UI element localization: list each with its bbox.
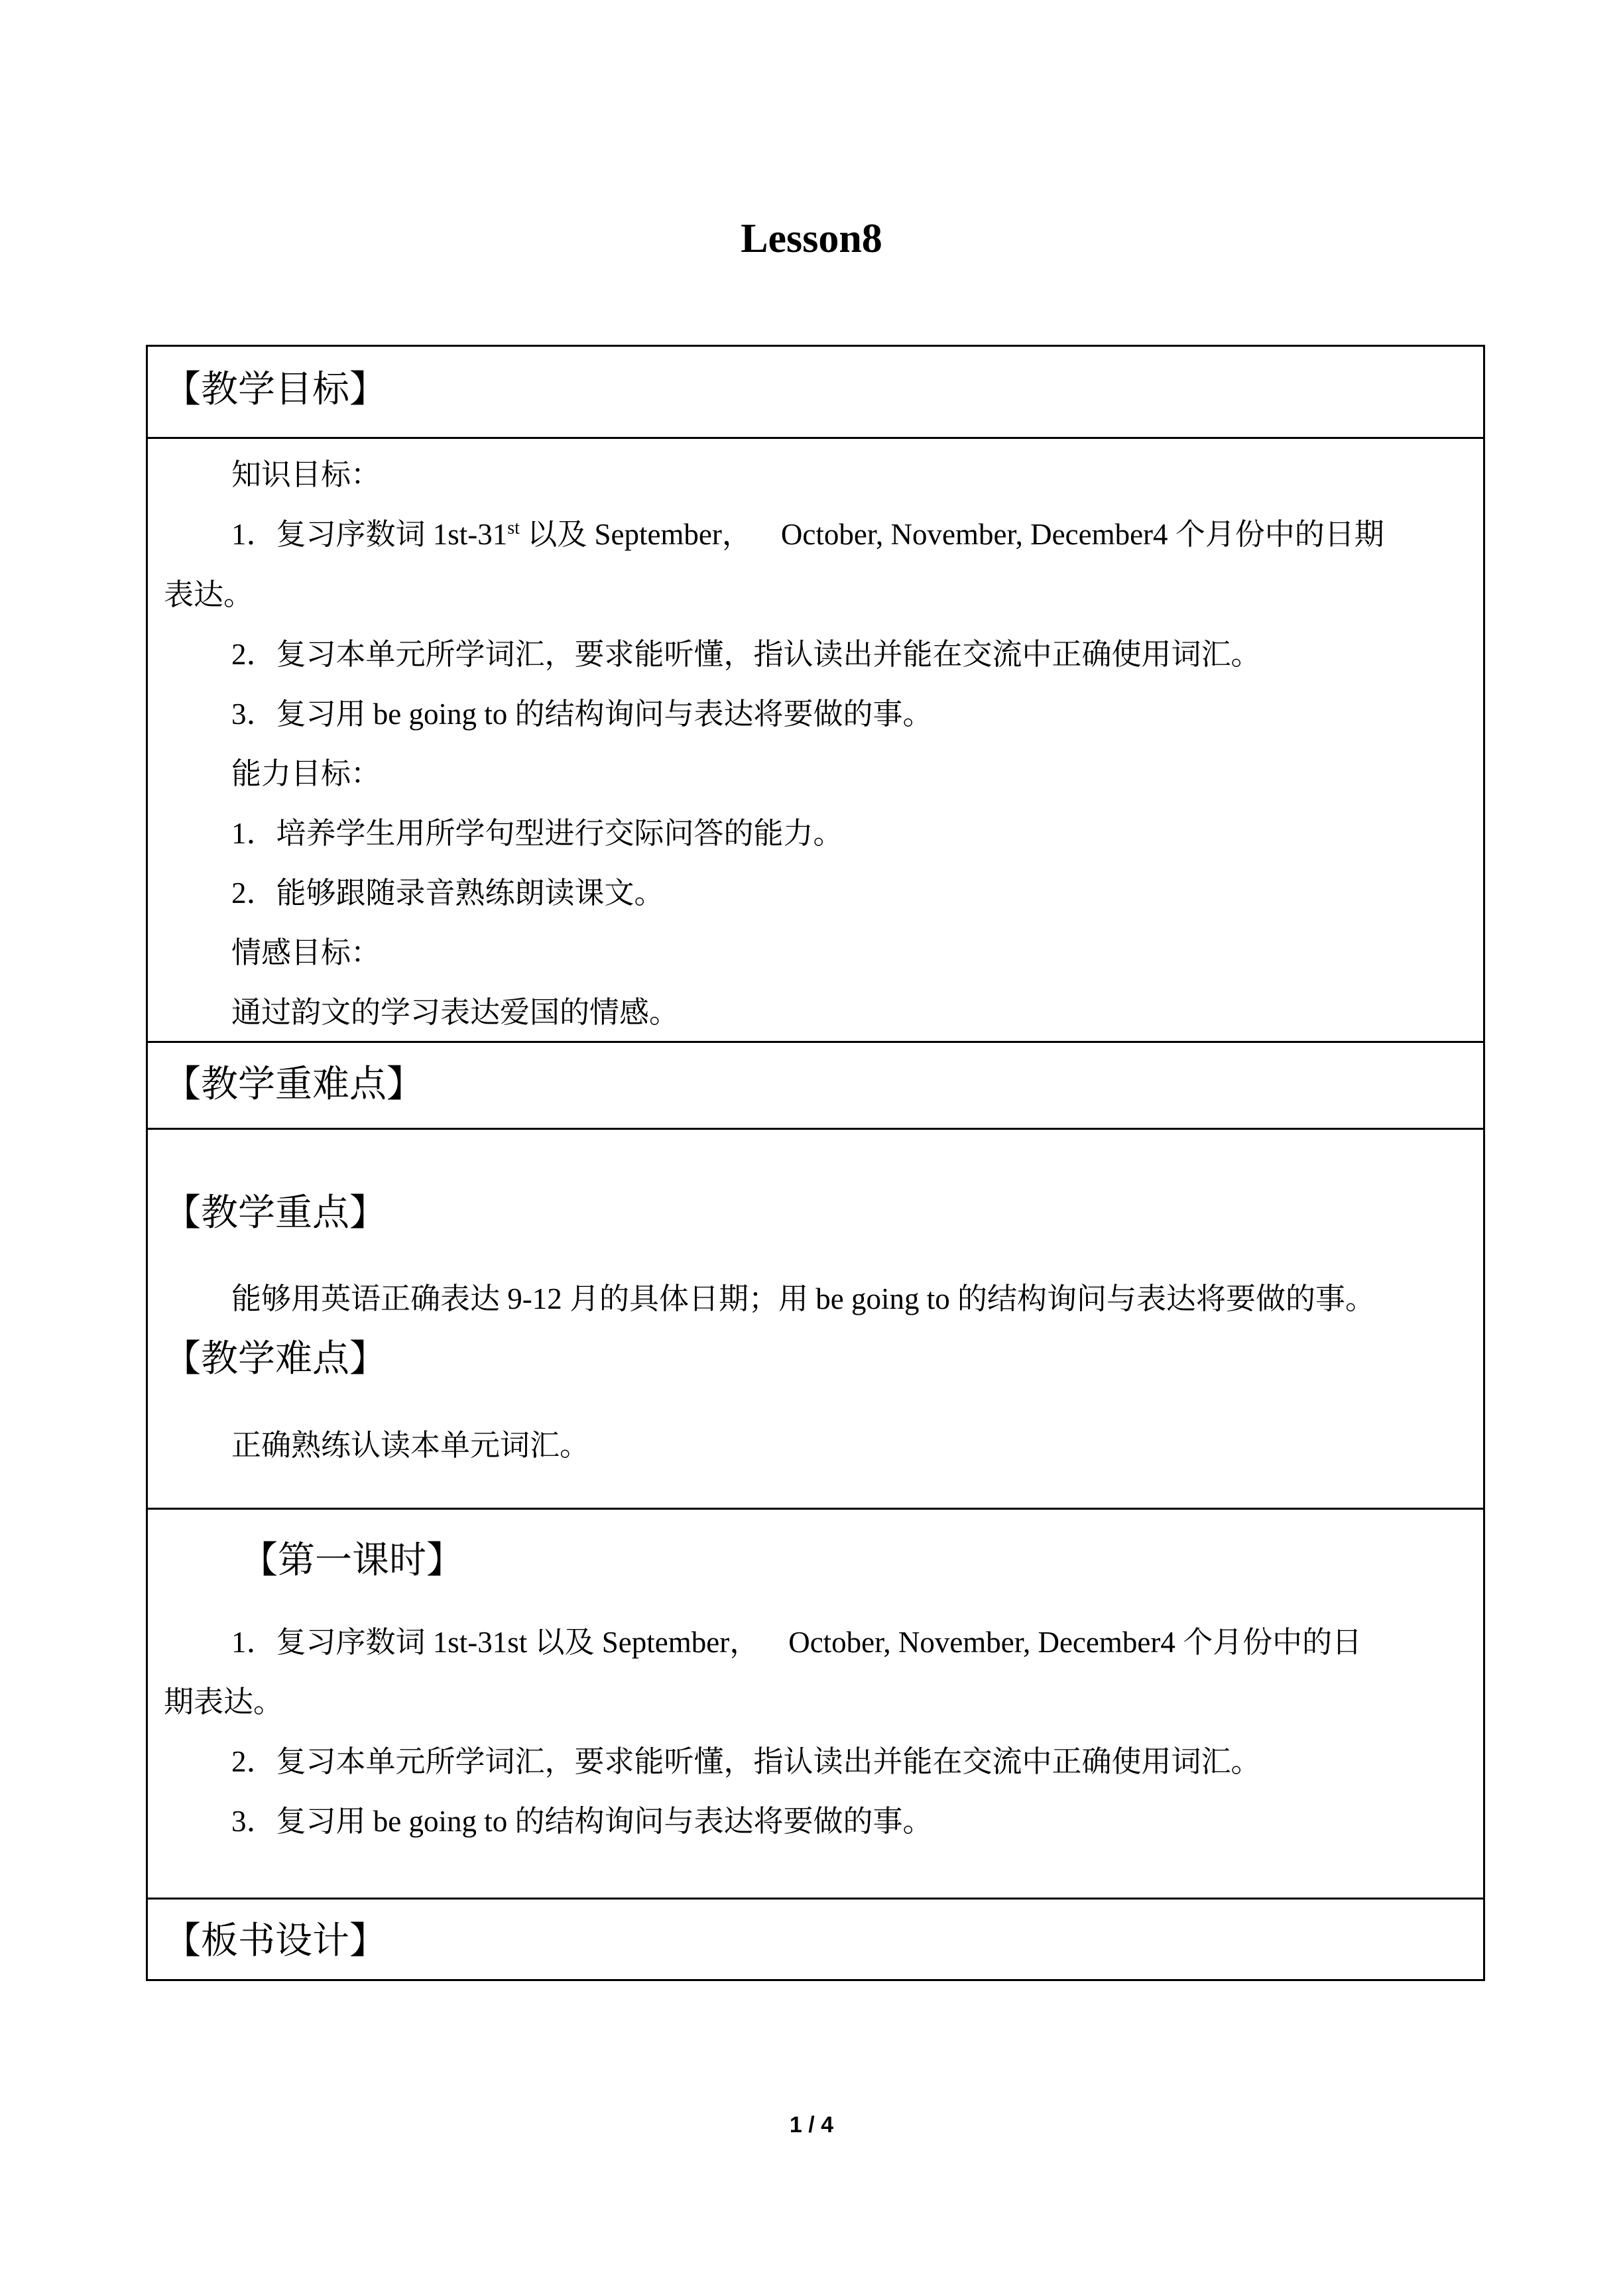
objectives-header-row	[148, 347, 1483, 437]
key-difficult-content-row	[148, 1128, 1483, 1508]
lesson1-item-2: 2．复习本单元所学词汇，要求能听懂，指认读出并能在交流中正确使用词汇。	[231, 1745, 1261, 1778]
knowledge-objective-1	[231, 514, 1384, 554]
knowledge-objective-2: 2．复习本单元所学词汇，要求能听懂，指认读出并能在交流中正确使用词汇。	[231, 638, 1261, 671]
page-number: 1 / 4	[789, 2112, 834, 2138]
key-points-header: 【教学重点】	[164, 1193, 387, 1234]
key-difficult-header-row	[148, 1041, 1483, 1128]
key-difficult-header: 【教学重难点】	[164, 1064, 424, 1105]
board-design-header: 【板书设计】	[164, 1921, 387, 1962]
lesson1-item-1	[231, 1622, 1362, 1662]
knowledge-objective-1-continued: 表达。	[164, 578, 254, 611]
difficult-points-header: 【教学难点】	[164, 1339, 387, 1380]
knowledge-objectives-label: 知识目标：	[231, 458, 381, 491]
emotion-objective-1: 通过韵文的学习表达爱国的情感。	[231, 996, 680, 1029]
objectives-header: 【教学目标】	[164, 369, 387, 410]
ability-objective-1: 1．培养学生用所学句型进行交际问答的能力。	[231, 817, 843, 850]
first-lesson-row	[148, 1508, 1483, 1898]
lesson1-item-1-text: 1．复习序数词 1st-31st 以及 September，	[231, 1626, 760, 1659]
ability-objective-2: 2．能够跟随录音熟练朗读课文。	[231, 876, 664, 910]
objectives-content-row	[148, 437, 1483, 1041]
lesson1-item-3: 3．复习用 be going to 的结构询问与表达将要做的事。	[231, 1805, 933, 1838]
knowledge-objective-1-months-a: 以及 September，	[519, 518, 752, 551]
lesson1-item-1-months: October, November, December4 个月份中的日	[788, 1626, 1362, 1659]
superscript-st: st	[507, 518, 520, 538]
document-title: Lesson8	[741, 216, 882, 261]
first-lesson-header: 【第一课时】	[241, 1540, 463, 1581]
key-points-text: 能够用英语正确表达 9-12 月的具体日期；用 be going to 的结构询问与表达将要做的事。	[231, 1282, 1375, 1315]
knowledge-objective-3: 3．复习用 be going to 的结构询问与表达将要做的事。	[231, 697, 933, 731]
lesson1-item-1-continued: 期表达。	[164, 1685, 284, 1719]
difficult-points-text: 正确熟练认读本单元词汇。	[231, 1429, 590, 1462]
knowledge-objective-1-months-b: October, November, December4 个月份中的日期	[780, 518, 1384, 551]
knowledge-objective-1-text: 1．复习序数词 1st-31	[231, 518, 508, 551]
lesson-plan-table	[146, 345, 1485, 1981]
emotion-objectives-label: 情感目标：	[231, 936, 381, 969]
ability-objectives-label: 能力目标：	[231, 757, 381, 790]
board-design-row	[148, 1898, 1483, 1983]
